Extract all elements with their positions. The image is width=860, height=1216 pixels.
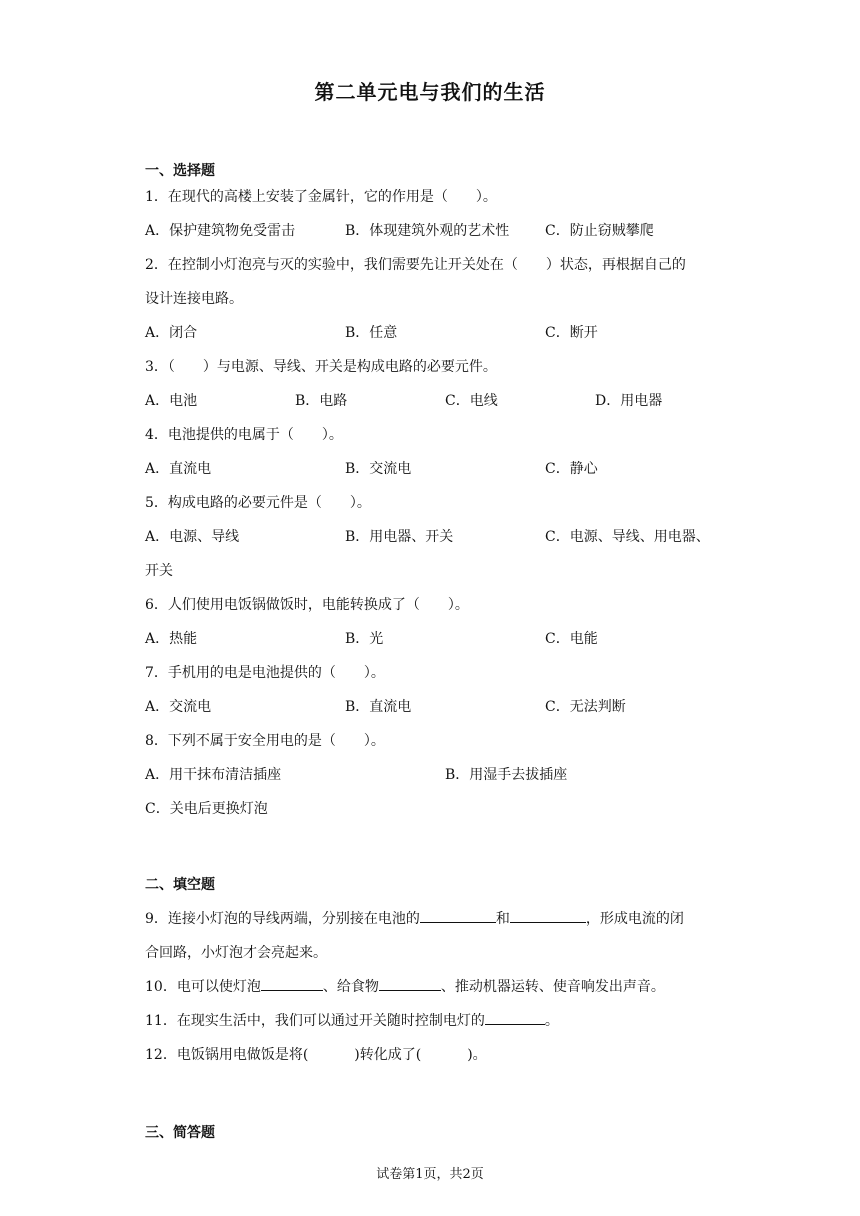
q6-option-b: B．光	[345, 631, 384, 647]
question-12	[145, 1044, 487, 1064]
q8-option-b: B．用湿手去拔插座	[445, 767, 568, 783]
q1-option-b: B．体现建筑外观的艺术性	[345, 223, 510, 239]
q2-option-c: C．断开	[545, 325, 598, 341]
q5-option-b: B．用电器、开关	[345, 529, 454, 545]
q10-text-2: 、给食物	[322, 979, 379, 995]
q10-blank-2[interactable]	[379, 976, 441, 991]
q6-option-a: A．热能	[145, 631, 198, 647]
q12-text-2: )转化成了(	[354, 1047, 422, 1063]
q10-text-1: 10．电可以使灯泡	[145, 979, 261, 995]
q2-option-a: A．闭合	[145, 325, 198, 341]
q11-text-2: 。	[544, 1013, 559, 1029]
q10-text-3: 、推动机器运转、使音响发出声音。	[440, 979, 665, 995]
q4-option-b: B．交流电	[345, 461, 412, 477]
q12-text-1: 12．电饭锅用电做饭是将(	[145, 1047, 309, 1063]
q8-option-a: A．用干抹布清洁插座	[145, 767, 282, 783]
question-8: 8．下列不属于安全用电的是（ ）。	[145, 733, 385, 749]
question-9	[145, 908, 684, 928]
q8-option-c: C．关电后更换灯泡	[145, 801, 268, 817]
question-2: 2．在控制小灯泡亮与灭的实验中，我们需要先让开关处在（ ）状态，再根据自己的	[145, 257, 686, 273]
question-11	[145, 1010, 559, 1030]
q1-option-a: A．保护建筑物免受雷击	[145, 223, 296, 239]
q9-blank-2[interactable]	[510, 908, 586, 923]
q5-option-a: A．电源、导线	[145, 529, 240, 545]
q3-option-d: D．用电器	[595, 393, 663, 409]
page-title: 第二单元电与我们的生活	[314, 80, 546, 104]
q4-option-a: A．直流电	[145, 461, 212, 477]
question-5: 5．构成电路的必要元件是（ ）。	[145, 495, 371, 511]
q3-option-c: C．电线	[445, 393, 498, 409]
q11-blank-1[interactable]	[485, 1010, 545, 1025]
q10-blank-1[interactable]	[261, 976, 323, 991]
q5-option-c-continued: 开关	[145, 563, 173, 579]
q3-option-b: B．电路	[295, 393, 348, 409]
section-heading-fill: 二、填空题	[145, 877, 215, 893]
q7-option-c: C．无法判断	[545, 699, 626, 715]
q5-option-c: C．电源、导线、用电器、	[545, 529, 710, 545]
question-3: 3．（ ）与电源、导线、开关是构成电路的必要元件。	[145, 359, 497, 375]
q9-text-2: 和	[495, 911, 510, 927]
q7-option-b: B．直流电	[345, 699, 412, 715]
question-7: 7．手机用的电是电池提供的（ ）。	[145, 665, 385, 681]
q12-text-3: )。	[467, 1047, 487, 1063]
q9-blank-1[interactable]	[420, 908, 496, 923]
question-4: 4．电池提供的电属于（ ）。	[145, 427, 343, 443]
question-10	[145, 976, 665, 996]
question-6: 6．人们使用电饭锅做饭时，电能转换成了（ ）。	[145, 597, 469, 613]
section-heading-short-answer: 三、简答题	[145, 1125, 215, 1141]
q9-text-1: 9．连接小灯泡的导线两端，分别接在电池的	[145, 911, 420, 927]
q4-option-c: C．静心	[545, 461, 598, 477]
question-2-continued: 设计连接电路。	[145, 291, 243, 307]
section-heading-choice: 一、选择题	[145, 163, 215, 179]
q7-option-a: A．交流电	[145, 699, 212, 715]
question-9-continued: 合回路，小灯泡才会亮起来。	[145, 945, 327, 961]
q2-option-b: B．任意	[345, 325, 398, 341]
q3-option-a: A．电池	[145, 393, 198, 409]
question-1: 1．在现代的高楼上安装了金属针，它的作用是（ ）。	[145, 189, 497, 205]
q1-option-c: C．防止窃贼攀爬	[545, 223, 654, 239]
q9-text-3: ，形成电流的闭	[585, 911, 684, 927]
q6-option-c: C．电能	[545, 631, 598, 647]
q11-text-1: 11．在现实生活中，我们可以通过开关随时控制电灯的	[145, 1013, 485, 1029]
page-footer: 试卷第1页，共2页	[376, 1167, 484, 1182]
